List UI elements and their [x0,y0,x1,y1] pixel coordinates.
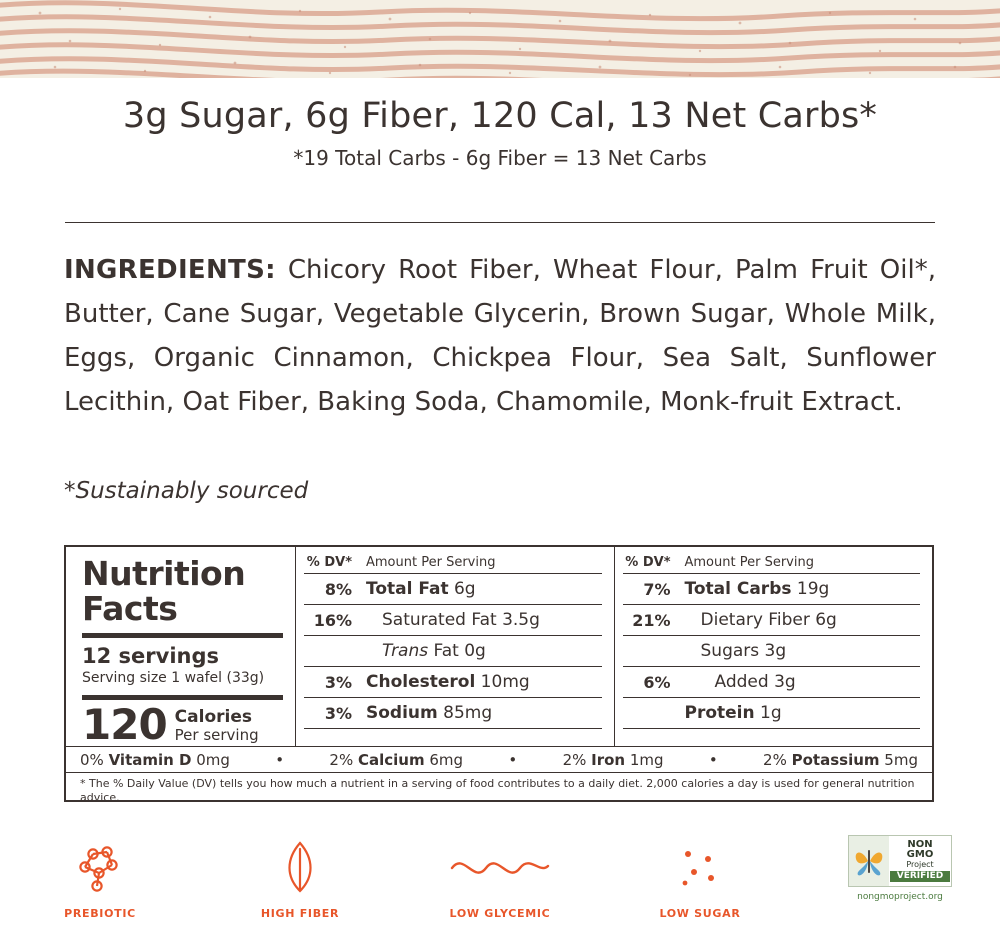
nutrient-name: Protein [684,703,755,723]
nutrient-name: Cholesterol [366,672,476,692]
headline-sub: *19 Total Carbs - 6g Fiber = 13 Net Carbs [293,146,707,170]
non-gmo-line2: GMO [906,849,934,860]
nutrient-amount: 1g [754,703,782,723]
calories-label: Calories [174,707,252,727]
nutrient-row [304,605,602,636]
micronutrients-row [66,746,932,772]
non-gmo-verified-seal [800,835,1000,902]
molecule-icon [0,835,200,901]
badge-prebiotic [0,835,200,920]
butterfly-icon [849,836,889,886]
nutrient-name-amount [679,641,787,661]
nutrient-name-amount [360,610,540,630]
nutrient-row [304,667,602,698]
nutrient-name-amount [360,672,530,692]
non-gmo-verified: VERIFIED [890,871,950,882]
nutrient-row [623,605,921,636]
badge-low-sugar [600,835,800,920]
micronutrient-separator: • [275,751,285,769]
micronutrient-item [763,751,918,769]
wave-pattern-icon [0,0,1000,78]
nutrient-amount: 3.5g [496,610,540,630]
nutrient-name: Total Carbs [684,579,792,599]
nutrient-row [623,698,921,729]
non-gmo-line3: Project [906,860,934,869]
badge-low-glycemic-label: LOW GLYCEMIC [449,907,551,920]
daily-value-footnote: * The % Daily Value (DV) tells you how much a nutrient in a serving of food contributes to a daily diet. 2,000 calories a day is used for general nutrition advice. [66,772,932,809]
leaf-icon [200,835,400,901]
nutrition-title-line2: Facts [82,589,178,628]
left-dv-header: % DV* [306,555,352,570]
nutrient-amount: 6g [809,610,837,630]
benefit-badges-row [0,835,1000,920]
micronutrient-daily-value: 0% [80,751,109,769]
nutrient-name-amount [679,703,782,723]
nutrient-name: Dietary Fiber [700,610,810,630]
nutrient-daily-value: 21% [632,610,671,630]
nutrient-daily-value: 16% [313,610,352,630]
nutrient-name-amount [360,641,486,661]
calories-value: 120 [82,700,167,749]
servings-count: 12 servings [82,644,220,668]
micronutrient-name: Calcium [358,751,425,769]
micronutrient-amount: 6mg [424,751,464,769]
nutrient-name: Total Fat [366,579,449,599]
nutrient-name: Sugars [700,641,760,661]
micronutrient-item [563,751,664,769]
non-gmo-line1: NON [907,839,933,850]
nutrient-amount: 10mg [475,672,530,692]
nutrient-amount: Fat 0g [428,641,486,661]
badge-prebiotic-label: PREBIOTIC [64,907,136,920]
serving-size: Serving size 1 wafel (33g) [82,670,265,686]
nutrition-title-divider [82,633,283,638]
calories-per-serving-label: Per serving [174,726,259,744]
wave-line-icon [400,835,600,901]
nutrient-daily-value: 6% [643,672,671,692]
nutrition-facts-panel [64,545,934,802]
left-column-header [304,555,602,574]
nutrient-name-amount [679,672,796,692]
nutrient-row [304,698,602,729]
ingredients-label: INGREDIENTS: [64,255,276,285]
nutrient-amount: 6g [448,579,476,599]
nutrition-title-line1: Nutrition [82,554,246,593]
badge-low-sugar-label: LOW SUGAR [659,907,741,920]
micronutrient-amount: 5mg [879,751,918,769]
micronutrient-name: Potassium [791,751,880,769]
nutrient-amount: 19g [791,579,830,599]
non-gmo-url: nongmoproject.org [857,892,943,902]
micronutrient-amount: 0mg [191,751,230,769]
nutrition-left-nutrients-column [296,547,615,746]
micronutrient-daily-value: 2% [329,751,358,769]
nutrient-name-amount [360,703,492,723]
nutrient-row [304,574,602,605]
nutrition-summary-column [66,547,296,749]
right-column-header [623,555,921,574]
micronutrient-daily-value: 2% [562,751,592,769]
badge-high-fiber [200,835,400,920]
micronutrient-name: Vitamin D [108,751,192,769]
nutrient-name-amount [679,579,830,599]
ingredients-paragraph [64,248,936,424]
nutrition-right-nutrients-column [615,547,933,746]
ingredients-text: Chicory Root Fiber, Wheat Flour, Palm Fruit Oil*, Butter, Cane Sugar, Vegetable Glycerin, Brown Sugar, Whole Milk, Eggs, Organic Cinnamon, Chickpea Flour, Sea Salt, Sunflower Lecithin, Oat Fiber, Baking Soda, Chamomile, Monk-fruit Extract. [64,255,936,417]
right-amount-header: Amount Per Serving [684,555,814,570]
micronutrient-daily-value: 2% [763,751,792,769]
nutrient-amount: 3g [768,672,796,692]
right-dv-header: % DV* [625,555,671,570]
micronutrient-name: Iron [591,751,626,769]
badge-high-fiber-label: HIGH FIBER [260,907,340,920]
nutrient-name-amount [360,579,476,599]
nutrient-row [623,574,921,605]
divider-rule [65,222,935,223]
headline-main: 3g Sugar, 6g Fiber, 120 Cal, 13 Net Carbs* [122,96,878,136]
nutrient-amount: 85mg [437,703,493,723]
sugar-crystals-icon [600,835,800,901]
left-amount-header: Amount Per Serving [366,555,496,570]
micronutrient-amount: 1mg [625,751,664,769]
decorative-wave-band [0,0,1000,78]
nutrient-row [304,636,602,667]
nutrient-row [623,636,921,667]
nutrient-daily-value: 8% [324,579,352,599]
nutrient-daily-value: 3% [324,672,352,692]
nutrient-daily-value: 3% [324,703,352,723]
nutrient-name-amount [679,610,837,630]
ingredients-footnote: *Sustainably sourced [64,478,309,504]
nutrient-amount: 3g [759,641,787,661]
nutrient-name: Saturated Fat [382,610,497,630]
headline-block [0,96,1000,170]
micronutrient-item [329,751,463,769]
nutrient-name: Trans [382,641,429,661]
nutrient-name: Added [714,672,769,692]
nutrient-row [623,667,921,698]
micronutrient-separator: • [508,751,518,769]
micronutrient-separator: • [708,751,718,769]
badge-low-glycemic [400,835,600,920]
micronutrient-item [80,751,230,769]
nutrient-name: Sodium [366,703,438,723]
nutrient-daily-value: 7% [643,579,671,599]
calories-row [82,700,283,749]
